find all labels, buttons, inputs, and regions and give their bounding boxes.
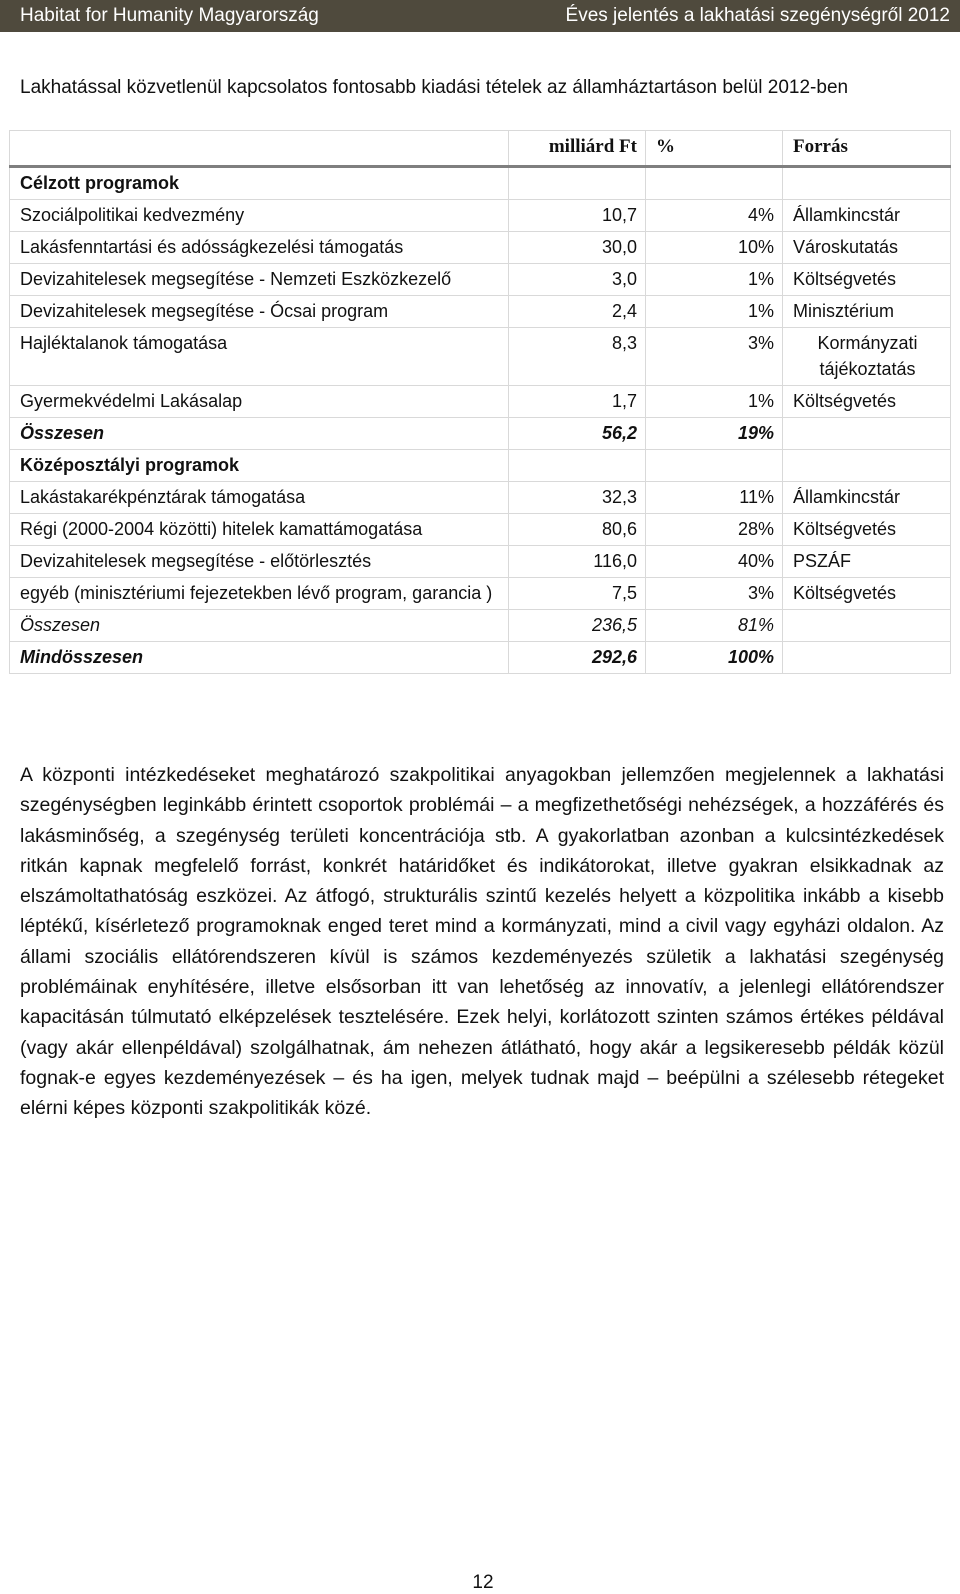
row-amount: 1,7 <box>509 386 646 418</box>
row-percent: 4% <box>646 200 783 232</box>
row-amount <box>509 450 646 482</box>
row-source: Költségvetés <box>783 386 951 418</box>
row-source <box>783 642 951 674</box>
row-label: Középosztályi programok <box>10 450 509 482</box>
row-amount: 116,0 <box>509 546 646 578</box>
table-header-row <box>10 131 951 167</box>
row-percent: 1% <box>646 264 783 296</box>
row-label: Szociálpolitikai kedvezmény <box>10 200 509 232</box>
table-row <box>10 167 951 200</box>
row-label: Lakásfenntartási és adósságkezelési támogatás <box>10 232 509 264</box>
row-amount: 10,7 <box>509 200 646 232</box>
row-source <box>783 418 951 450</box>
table-row <box>10 482 951 514</box>
table-caption: Lakhatással közvetlenül kapcsolatos fontosabb kiadási tételek az államháztartáson belül 2012-ben <box>20 77 849 98</box>
row-percent: 1% <box>646 386 783 418</box>
row-label: Lakástakarékpénztárak támogatása <box>10 482 509 514</box>
row-amount <box>509 167 646 200</box>
row-percent: 81% <box>646 610 783 642</box>
header-blank-cell <box>10 131 509 167</box>
header-right-title: Éves jelentés a lakhatási szegénységről 2012 <box>565 5 950 26</box>
row-amount: 32,3 <box>509 482 646 514</box>
row-percent: 100% <box>646 642 783 674</box>
table-row <box>10 578 951 610</box>
row-label: Célzott programok <box>10 167 509 200</box>
row-percent: 11% <box>646 482 783 514</box>
table-row <box>10 546 951 578</box>
row-label: Összesen <box>10 418 509 450</box>
row-label: Devizahitelesek megsegítése - Nemzeti Eszközkezelő <box>10 264 509 296</box>
row-label: Mindösszesen <box>10 642 509 674</box>
table-row <box>10 418 951 450</box>
row-source: Államkincstár <box>783 200 951 232</box>
row-percent: 3% <box>646 328 783 386</box>
row-percent: 1% <box>646 296 783 328</box>
header-left-title: Habitat for Humanity Magyarország <box>20 5 319 26</box>
row-percent <box>646 450 783 482</box>
row-amount: 56,2 <box>509 418 646 450</box>
header-source: Forrás <box>783 131 951 167</box>
row-source: Költségvetés <box>783 578 951 610</box>
table-row <box>10 386 951 418</box>
expenditure-table <box>9 130 951 674</box>
row-label: Devizahitelesek megsegítése - Ócsai program <box>10 296 509 328</box>
row-percent: 40% <box>646 546 783 578</box>
row-amount: 80,6 <box>509 514 646 546</box>
row-amount: 7,5 <box>509 578 646 610</box>
row-source: Városkutatás <box>783 232 951 264</box>
row-label: Régi (2000-2004 közötti) hitelek kamattámogatása <box>10 514 509 546</box>
row-amount: 2,4 <box>509 296 646 328</box>
row-source <box>783 167 951 200</box>
table-row <box>10 232 951 264</box>
table-row <box>10 514 951 546</box>
table-row <box>10 610 951 642</box>
table-row <box>10 296 951 328</box>
row-source: Államkincstár <box>783 482 951 514</box>
row-amount: 3,0 <box>509 264 646 296</box>
row-percent: 10% <box>646 232 783 264</box>
table-row <box>10 328 951 386</box>
row-percent <box>646 167 783 200</box>
row-source <box>783 610 951 642</box>
table-body <box>10 167 951 674</box>
row-source: Minisztérium <box>783 296 951 328</box>
row-percent: 28% <box>646 514 783 546</box>
row-source: Költségvetés <box>783 264 951 296</box>
header-percent: % <box>646 131 783 167</box>
table-row <box>10 264 951 296</box>
row-amount: 30,0 <box>509 232 646 264</box>
row-label: Hajléktalanok támogatása <box>10 328 509 386</box>
table-row <box>10 642 951 674</box>
row-label: egyéb (minisztériumi fejezetekben lévő program, garancia ) <box>10 578 509 610</box>
row-source <box>783 450 951 482</box>
page-header <box>0 0 960 32</box>
table-row <box>10 200 951 232</box>
row-label: Gyermekvédelmi Lakásalap <box>10 386 509 418</box>
row-source: Költségvetés <box>783 514 951 546</box>
row-label: Összesen <box>10 610 509 642</box>
row-percent: 3% <box>646 578 783 610</box>
row-amount: 8,3 <box>509 328 646 386</box>
row-source: Kormányzati tájékoztatás <box>783 328 951 386</box>
page-number: 12 <box>472 1572 494 1593</box>
row-percent: 19% <box>646 418 783 450</box>
row-label: Devizahitelesek megsegítése - előtörlesztés <box>10 546 509 578</box>
header-amount: milliárd Ft <box>509 131 646 167</box>
row-source: PSZÁF <box>783 546 951 578</box>
row-amount: 292,6 <box>509 642 646 674</box>
body-paragraph: A központi intézkedéseket meghatározó szakpolitikai anyagokban jellemzően megjelennek a lakhatási szegénységben leginkább érintett csoportok problémái – a megfizethetőségi nehézségek, a hozzáférés és lakásminőség, a szegénység területi koncentrációja stb. A gyakorlatban azonban a kulcsintézkedések ritkán kapnak megfelelő forrást, konkrét határidőket és indikátorokat, illetve gyakran elsikkadnak az elszámoltathatóság eszközei. Az átfogó, strukturális szintű kezelés helyett a közpolitika inkább a kisebb léptékű, kísérletező programoknak enged teret mind a kormányzati, mind a civil vagy egyházi oldalon. Az állami szociális ellátórendszeren kívül is számos kezdeményezés születik a lakhatási szegénység problémáinak enyhítésére, illetve elsősorban itt van lehetőség az innovatív, a jelenlegi ellátórendszer kapacitásán túlmutató elképzelések tesztelésére. Ezek helyi, korlátozott szinten számos értékes példával (vagy akár ellenpéldával) szolgálhatnak, ám nehezen átlátható, hogy akár a legsikeresebb példák közül fognak-e egyes kezdeményezések – és ha igen, melyek tudnak majd – beépülni a szélesebb rétegeket elérni képes központi szakpolitikák közé. <box>20 764 944 1120</box>
table-row <box>10 450 951 482</box>
row-amount: 236,5 <box>509 610 646 642</box>
